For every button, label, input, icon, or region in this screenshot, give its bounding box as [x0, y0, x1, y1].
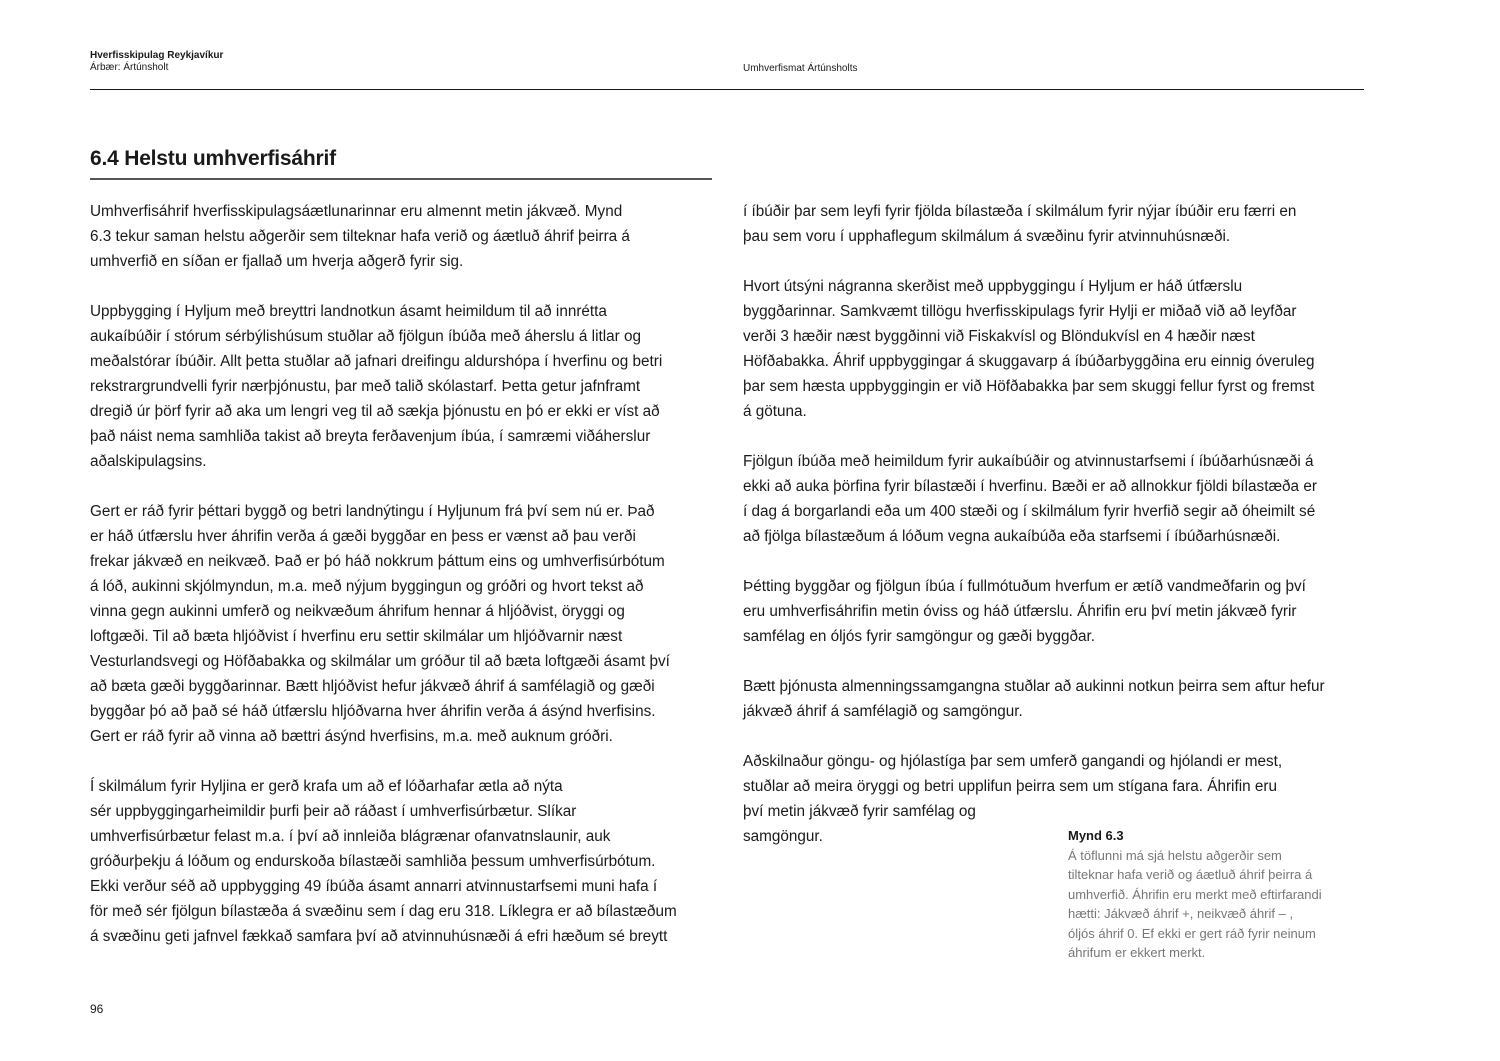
text-line: á lóð, aukinni skjólmyndun, m.a. með nýjum byggingun og gróðri og hvort tekst að — [90, 578, 644, 595]
caption-line: óljós áhrif 0. Ef ekki er gert ráð fyrir neinum — [1068, 925, 1316, 941]
paragraph — [90, 499, 720, 749]
text-line: Bætt þjónusta almenningssamgangna stuðlar að aukinni notkun þeirra sem aftur hefur — [743, 678, 1325, 695]
caption-line: Á töflunni má sjá helstu aðgerðir sem — [1068, 847, 1282, 863]
text-line: því metin jákvæð fyrir samfélag og — [743, 803, 976, 820]
text-line: Vesturlandsvegi og Höfðabakka og skilmálar um gróður til að bæta loftgæði ásamt því — [90, 653, 670, 670]
text-line: á svæðinu geti jafnvel fækkað samfara því að atvinnuhúsnæði á efri hæðum sé breytt — [90, 928, 668, 945]
text-line: frekar jákvæð en neikvæð. Það er þó háð nokkrum þáttum eins og umhverfisúrbótum — [90, 553, 665, 570]
text-line: samgöngur. — [743, 828, 823, 845]
text-line: Uppbygging í Hyljum með breyttri landnotkun ásamt heimildum til að innrétta — [90, 303, 607, 320]
paragraph — [743, 574, 1373, 649]
text-line: byggðar þó að það sé háð útfærslu hljóðvarna hver áhrifin verða á ásýnd hverfisins. — [90, 703, 656, 720]
paragraph — [743, 274, 1373, 424]
text-line: Hvort útsýni nágranna skerðist með uppbyggingu í Hyljum er háð útfærslu — [743, 278, 1243, 295]
text-line: aukaíbúðir í stórum sérbýlishúsum stuðlar að fjölgun íbúða með áherslu á litlar og — [90, 328, 641, 345]
text-line: gróðurþekju á lóðum og endurskoða bílastæði samhliða þessum umhverfisúrbótum. — [90, 853, 656, 870]
text-line: Umhverfisáhrif hverfisskipulagsáætlunarinnar eru almennt metin jákvæð. Mynd — [90, 203, 623, 220]
text-line: Fjölgun íbúða með heimildum fyrir aukaíbúðir og atvinnustarfsemi í íbúðarhúsnæði á — [743, 453, 1314, 470]
text-line: byggðarinnar. Samkvæmt tillögu hverfisskipulags fyrir Hylji er miðað við að leyfðar — [743, 303, 1297, 320]
text-line: þar sem hæsta uppbyggingin er við Höfðabakka þar sem skuggi fellur fyrst og fremst — [743, 378, 1315, 395]
caption-body — [1068, 846, 1368, 963]
caption-line: umhverfið. Áhrifin eru merkt með eftirfarandi — [1068, 886, 1322, 902]
text-line: Gert er ráð fyrir að vinna að bættri ásýnd hverfisins, m.a. með auknum gróðri. — [90, 728, 613, 745]
caption-line: áhrifum er ekkert merkt. — [1068, 945, 1206, 960]
paragraph — [743, 199, 1373, 249]
text-line: það náist nema samhliða takist að breyta ferðavenjum íbúa, í samræmi viðáherslur — [90, 428, 651, 445]
document-subtitle: Árbær: Ártúnsholt — [90, 62, 169, 73]
text-line: Ekki verður séð að uppbygging 49 íbúða ásamt annarri atvinnustarfsemi muni hafa í — [90, 878, 658, 895]
text-line: meðalstórar íbúðir. Allt þetta stuðlar að jafnari dreifingu aldurshópa í hverfinu og betri — [90, 353, 663, 370]
text-line: ekki að auka þörfina fyrir bílastæði í hverfinu. Bæði er að allnokkur fjöldi bílastæða er — [743, 478, 1317, 495]
text-line: að bæta gæði byggðarinnar. Bætt hljóðvist hefur jákvæð áhrif á samfélagið og gæði — [90, 678, 655, 695]
page-heading: 6.4 Helstu umhverfisáhrif — [90, 147, 336, 170]
text-line: að fjölga bílastæðum á lóðum vegna aukaíbúða eða starfsemi í íbúðarhúsnæði. — [743, 528, 1281, 545]
left-column — [90, 199, 720, 974]
text-line: loftgæði. Til að bæta hljóðvist í hverfinu eru settir skilmálar um hljóðvarnir næst — [90, 628, 623, 645]
figure-caption — [1068, 826, 1368, 963]
paragraph — [90, 199, 720, 274]
section-title: Umhverfismat Ártúnsholts — [743, 63, 858, 74]
text-line: stuðlar að meira öryggi og betri upplifun þeirra sem um stígana fara. Áhrifin eru — [743, 778, 1277, 795]
text-line: rekstrargrundvelli fyrir nærþjónustu, þar með talið skólastarf. Þetta getur jafnframt — [90, 378, 641, 395]
text-line: Höfðabakka. Áhrif uppbyggingar á skuggavarp á íbúðarbyggðina eru einnig óveruleg — [743, 353, 1315, 370]
text-line: Aðskilnaður göngu- og hjólastíga þar sem umferð gangandi og hjólandi er mest, — [743, 753, 1283, 770]
text-line: verði 3 hæðir næst byggðinni við Fiskakvísl og Blöndukvísl en 4 hæðir næst — [743, 328, 1255, 345]
text-line: sér uppbyggingarheimildir þurfi þeir að ráðast í umhverfisúrbætur. Slíkar — [90, 803, 577, 820]
text-line: á götuna. — [743, 403, 807, 420]
text-line: jákvæð áhrif á samfélagið og samgöngur. — [743, 703, 1023, 720]
heading-underline — [90, 178, 712, 180]
text-line: Þétting byggðar og fjölgun íbúa í fullmótuðum hverfum er ætíð vandmeðfarin og því — [743, 578, 1306, 595]
text-line: er háð útfærslu hver áhrifin verða á gæði byggðar en þess er vænst að þau verði — [90, 528, 636, 545]
right-column — [743, 199, 1373, 874]
paragraph — [743, 449, 1373, 549]
text-line: vinna gegn aukinni umferð og neikvæðum áhrifum hennar á hljóðvist, öryggi og — [90, 603, 625, 620]
text-line: aðalskipulagsins. — [90, 453, 207, 470]
header-divider — [90, 89, 1364, 90]
text-line: dregið úr þörf fyrir að aka um lengri veg til að sækja þjónustu en þó er ekki er víst að — [90, 403, 660, 420]
text-line: umhverfisúrbætur felast m.a. í því að innleiða blágrænar ofanvatnslaunir, auk — [90, 828, 611, 845]
text-line: för með sér fjölgun bílastæða á svæðinu sem í dag eru 318. Líklegra er að bílastæðum — [90, 903, 677, 920]
caption-line: hætti: Jákvæð áhrif +, neikvæð áhrif – , — [1068, 906, 1294, 921]
document-title: Hverfisskipulag Reykjavíkur — [90, 50, 224, 61]
paragraph — [90, 774, 720, 949]
text-line: Gert er ráð fyrir þéttari byggð og betri landnýtingu í Hyljunum frá því sem nú er. Það — [90, 503, 655, 520]
text-line: Í skilmálum fyrir Hyljina er gerð krafa um að ef lóðarhafar ætla að nýta — [90, 778, 563, 795]
text-line: í íbúðir þar sem leyfi fyrir fjölda bílastæða í skilmálum fyrir nýjar íbúðir eru færri en — [743, 203, 1297, 220]
text-line: samfélag en óljós fyrir samgöngur og gæði byggðar. — [743, 628, 1096, 645]
caption-line: tilteknar hafa verið og áætluð áhrif þeirra á — [1068, 867, 1313, 882]
page-number: 96 — [90, 1002, 104, 1016]
paragraph — [743, 674, 1373, 724]
text-line: umhverfið en síðan er fjallað um hverja aðgerð fyrir sig. — [90, 253, 464, 270]
running-header-left — [90, 50, 223, 74]
text-line: eru umhverfisáhrifin metin óviss og háð útfærslu. Áhrifin eru því metin jákvæð fyrir — [743, 603, 1297, 620]
text-line: þau sem voru í upphaflegum skilmálum á svæðinu fyrir atvinnuhúsnæði. — [743, 228, 1231, 245]
caption-title: Mynd 6.3 — [1068, 828, 1124, 843]
text-line: 6.3 tekur saman helstu aðgerðir sem tilteknar hafa verið og áætluð áhrif þeirra á — [90, 228, 630, 245]
paragraph — [90, 299, 720, 474]
text-line: í dag á borgarlandi eða um 400 stæði og í skilmálum fyrir hverfið segir að óheimilt sé — [743, 503, 1316, 520]
